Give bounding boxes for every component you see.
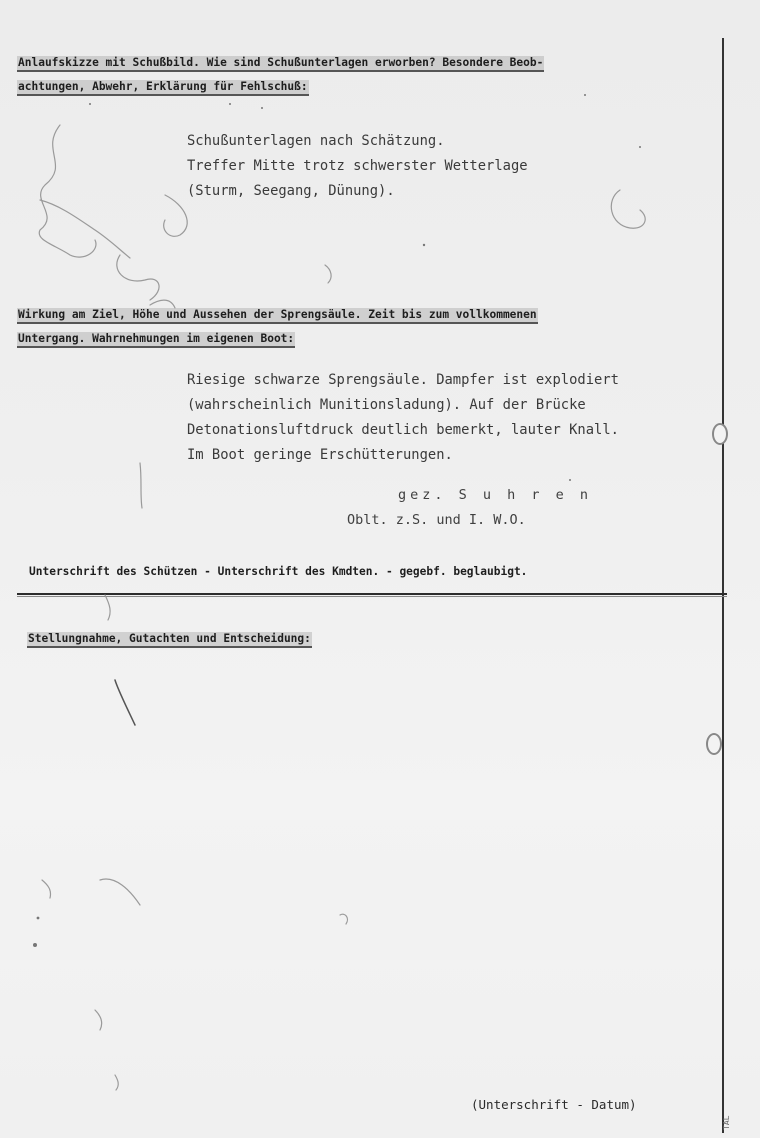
- signature-rank: Oblt. z.S. und I. W.O.: [347, 512, 526, 528]
- section2-body-line: Detonationsluftdruck deutlich bemerkt, lauter Knall.: [187, 422, 619, 438]
- section3-heading: Stellungnahme, Gutachten und Entscheidung:: [27, 632, 312, 645]
- signature-date-caption: (Unterschrift - Datum): [471, 1097, 637, 1112]
- signature-name: gez. S u h r e n: [398, 487, 593, 503]
- section1-heading-line1: Anlaufskizze mit Schußbild. Wie sind Schußunterlagen erworben? Besondere Beob-: [17, 56, 544, 69]
- signature-caption: Unterschrift des Schützen - Unterschrift des Kmdten. - gegebf. beglaubigt.: [29, 565, 528, 578]
- section2-body-line: Im Boot geringe Erschütterungen.: [187, 447, 453, 463]
- section1-heading-line2: achtungen, Abwehr, Erklärung für Fehlschuß:: [17, 80, 309, 93]
- section1-body-line: (Sturm, Seegang, Dünung).: [187, 183, 395, 199]
- section1-body-line: Schußunterlagen nach Schätzung.: [187, 133, 445, 149]
- section2-heading-line2: Untergang. Wahrnehmungen im eigenen Boot:: [17, 332, 295, 345]
- section2-body-line: Riesige schwarze Sprengsäule. Dampfer ist explodiert: [187, 372, 619, 388]
- section2-heading-line1: Wirkung am Ziel, Höhe und Aussehen der Sprengsäule. Zeit bis zum vollkommenen: [17, 308, 538, 321]
- margin-mark: TAL: [722, 1115, 731, 1130]
- section1-body-line: Treffer Mitte trotz schwerster Wetterlage: [187, 158, 528, 174]
- section2-body-line: (wahrscheinlich Munitionsladung). Auf der Brücke: [187, 397, 586, 413]
